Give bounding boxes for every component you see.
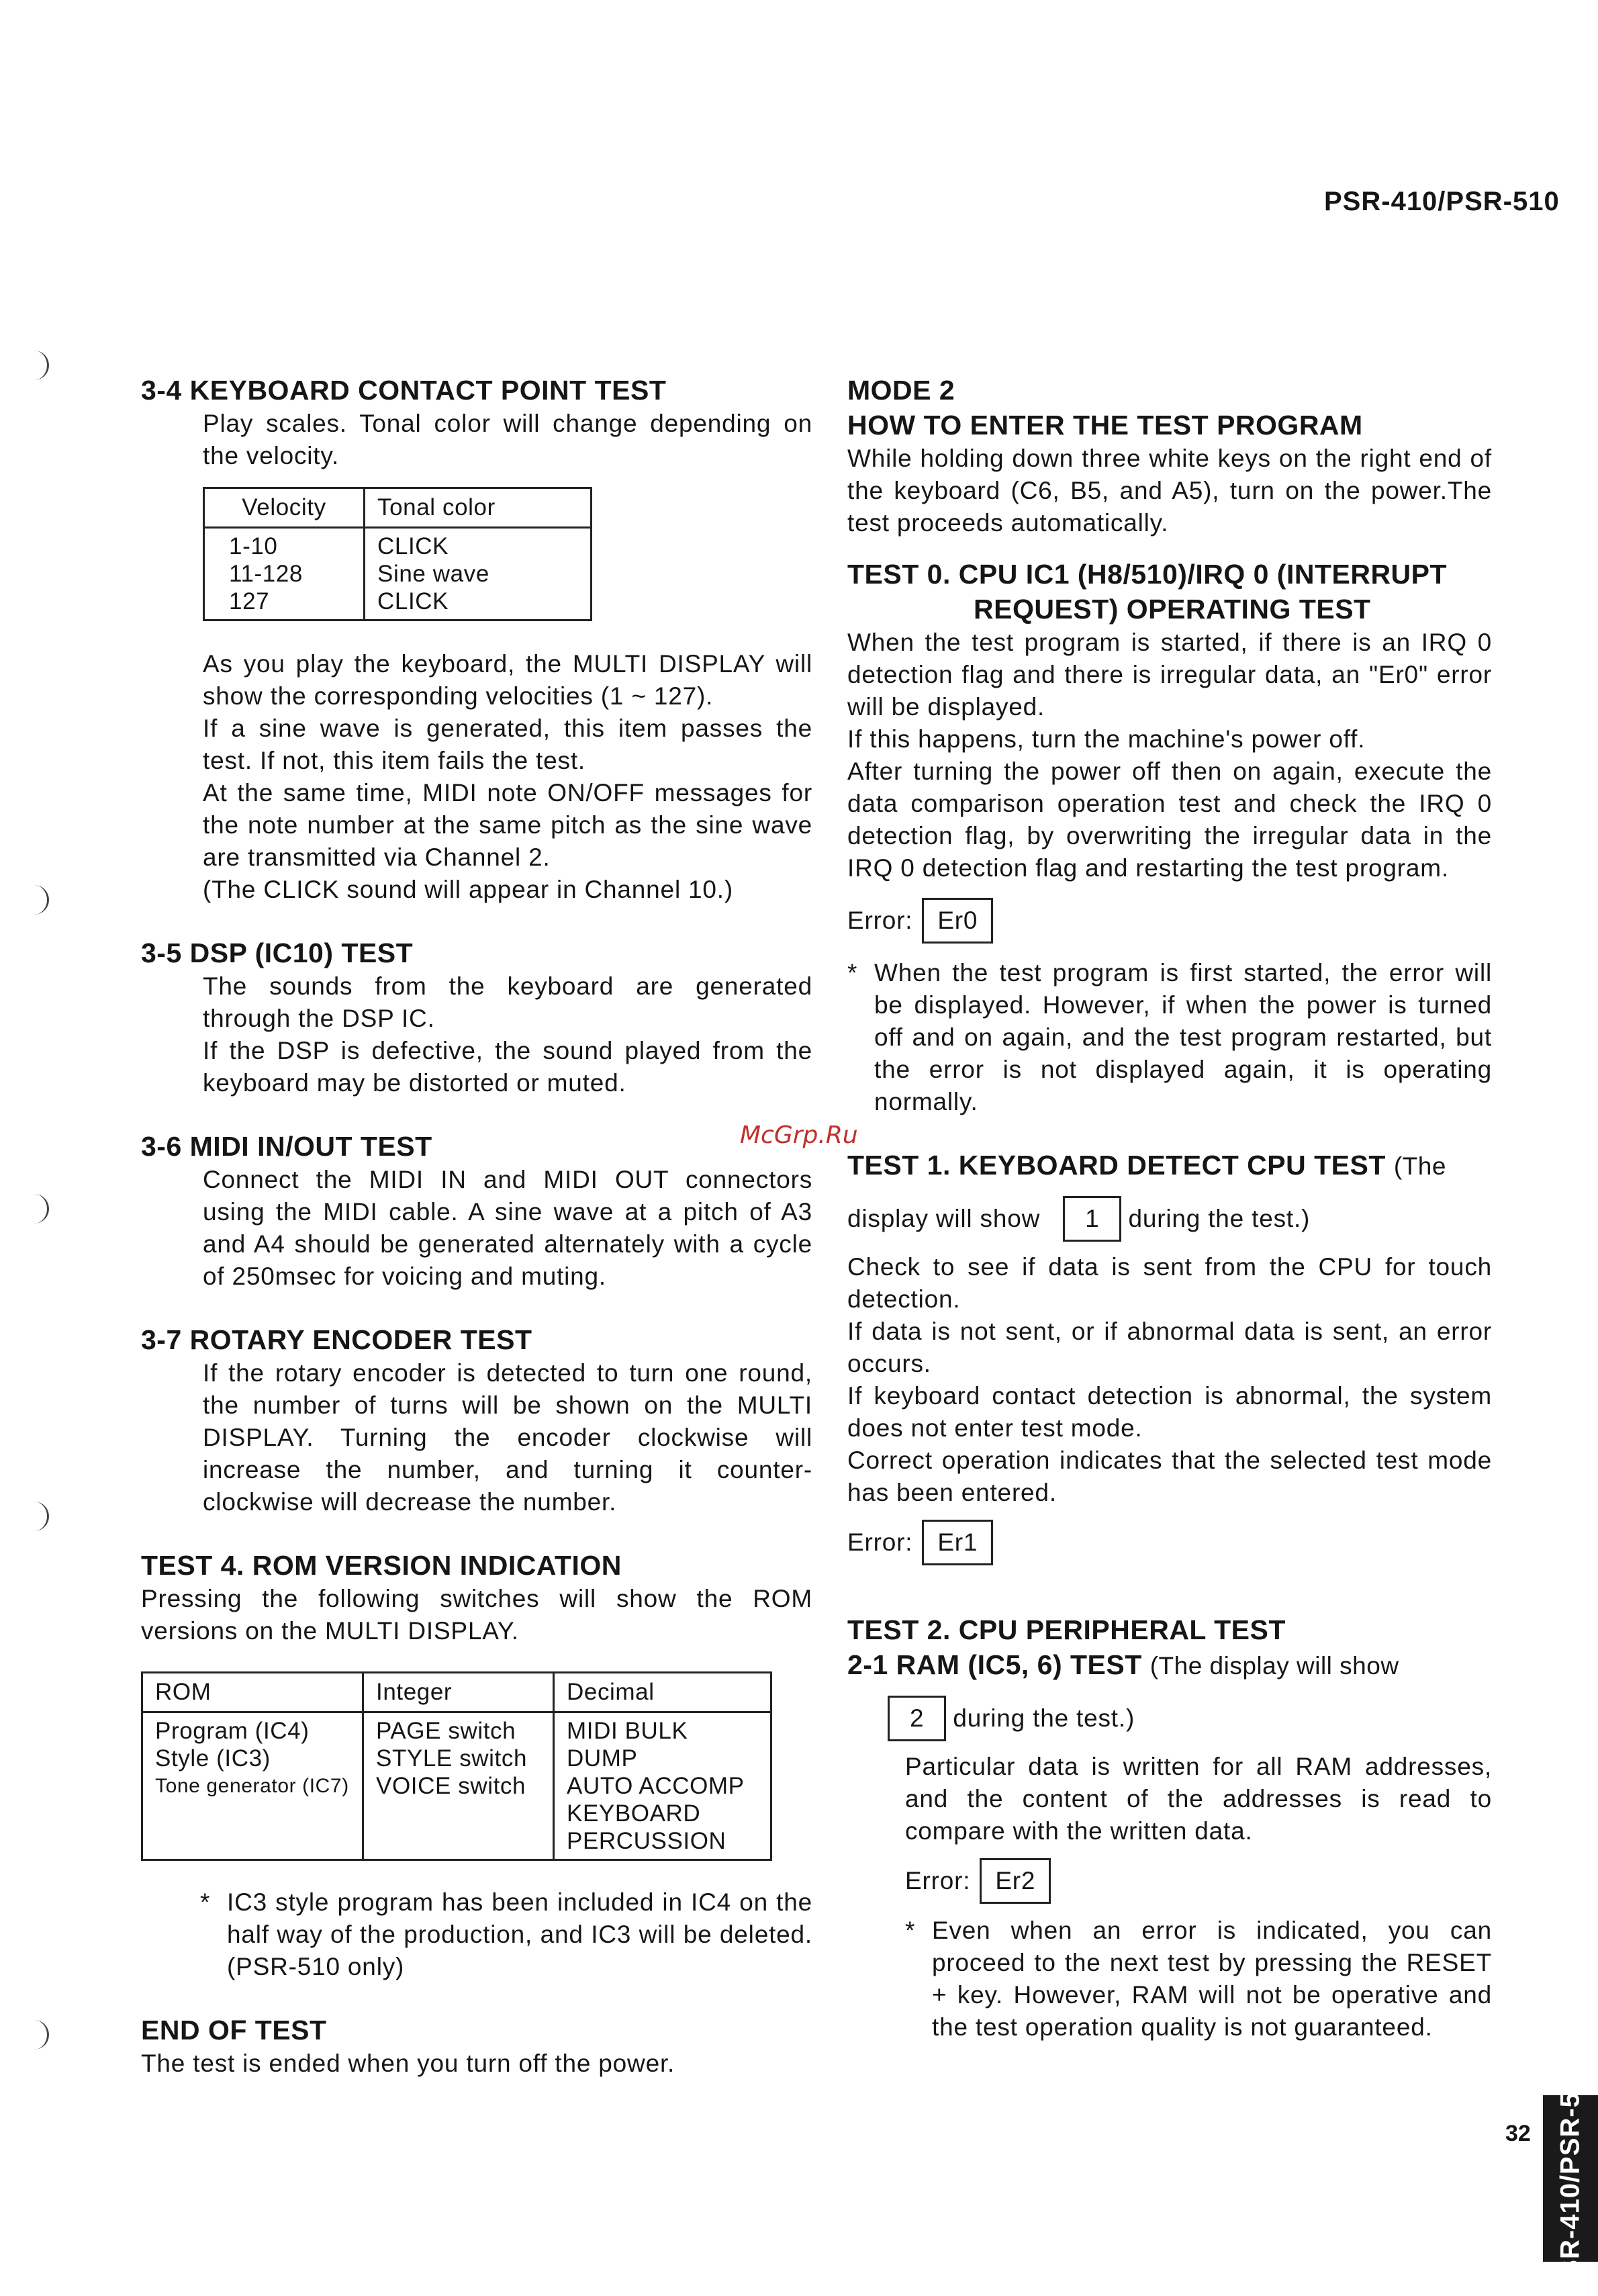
display-text: during the test.) bbox=[953, 1704, 1135, 1732]
section-title: TEST 4. ROM VERSION INDICATION bbox=[141, 1550, 622, 1581]
table-cell: KEYBOARD bbox=[567, 1800, 701, 1827]
paragraph: If the DSP is defective, the sound played from the keyboard may be distorted or muted. bbox=[203, 1037, 812, 1097]
table-header: ROM bbox=[142, 1673, 363, 1712]
paragraph: The sounds from the keyboard are generated through the DSP IC. bbox=[203, 972, 812, 1032]
test-title-tail: (The bbox=[1393, 1152, 1446, 1180]
table-cell: 11-128 bbox=[229, 561, 303, 587]
table-cell: AUTO ACCOMP bbox=[567, 1773, 745, 1799]
display-row bbox=[847, 1696, 1492, 1741]
error-row bbox=[847, 898, 1492, 944]
paragraph: As you play the keyboard, the MULTI DISPLAY will show the corresponding velocities (1 ~ 127). bbox=[203, 650, 812, 710]
error-code: Er2 bbox=[980, 1858, 1051, 1904]
paragraph: Particular data is written for all RAM addresses, and the content of the addresses is read to compare with the written data. bbox=[905, 1753, 1492, 1845]
binding-mark bbox=[27, 2020, 49, 2050]
side-tab bbox=[1543, 2060, 1598, 2296]
paragraph: Correct operation indicates that the selected test mode has been entered. bbox=[847, 1447, 1492, 1506]
test-4 bbox=[141, 1548, 812, 1983]
table-cell: 127 bbox=[229, 588, 270, 614]
table-cell: VOICE switch bbox=[376, 1773, 526, 1799]
subtest-title-text: 2-1 RAM (IC5, 6) TEST bbox=[847, 1649, 1142, 1680]
display-value: 1 bbox=[1063, 1196, 1121, 1242]
rom-table bbox=[141, 1671, 772, 1861]
table-cell: CLICK bbox=[377, 533, 449, 559]
left-column bbox=[141, 373, 812, 2080]
error-label: Error: bbox=[847, 907, 913, 934]
display-text: during the test.) bbox=[1128, 1205, 1311, 1232]
table-cell: Style (IC3) bbox=[155, 1745, 271, 1772]
paragraph: Connect the MIDI IN and MIDI OUT connectors using the MIDI cable. A sine wave at a pitch of A3 and A4 should be generated alternately with a cycle of 250msec for voicing and muting. bbox=[203, 1166, 812, 1290]
paragraph: If a sine wave is generated, this item passes the test. If not, this item fails the test. bbox=[203, 715, 812, 774]
test-title: TEST 2. CPU PERIPHERAL TEST bbox=[847, 1614, 1286, 1645]
footnote bbox=[141, 1886, 812, 1983]
section-3-4 bbox=[141, 373, 812, 906]
display-text: display will show bbox=[847, 1205, 1041, 1232]
section-3-6 bbox=[141, 1129, 812, 1293]
section-title: 3-6 MIDI IN/OUT TEST bbox=[141, 1131, 432, 1162]
footnote bbox=[905, 1915, 1492, 2044]
test-title-text: TEST 1. KEYBOARD DETECT CPU TEST bbox=[847, 1150, 1386, 1181]
asterisk: * bbox=[905, 1917, 916, 1944]
side-tab-label: PSR-410/PSR-510 bbox=[1555, 2060, 1585, 2296]
table-cell: 1-10 bbox=[229, 533, 278, 559]
error-code: Er0 bbox=[922, 898, 993, 944]
header-model: PSR-410/PSR-510 bbox=[1324, 187, 1560, 216]
mode-title: MODE 2 bbox=[847, 375, 955, 406]
paragraph: At the same time, MIDI note ON/OFF messages for the note number at the same pitch as the sine wave are transmitted via Channel 2. bbox=[203, 779, 812, 871]
binding-mark bbox=[27, 1502, 49, 1531]
table-header: Tonal color bbox=[365, 488, 592, 528]
table-cell: PAGE switch bbox=[376, 1718, 516, 1744]
table-header: Decimal bbox=[554, 1673, 771, 1712]
mode-2 bbox=[847, 373, 1492, 539]
paragraph: Pressing the following switches will show the ROM versions on the MULTI DISPLAY. bbox=[141, 1585, 812, 1645]
velocity-table bbox=[203, 487, 592, 621]
end-of-test bbox=[141, 2013, 812, 2080]
error-row bbox=[905, 1858, 1492, 1904]
test-0 bbox=[847, 557, 1492, 1118]
test-1 bbox=[847, 1148, 1492, 1565]
section-title: 3-5 DSP (IC10) TEST bbox=[141, 937, 414, 968]
binding-mark bbox=[27, 351, 49, 380]
asterisk: * bbox=[847, 959, 858, 986]
paragraph: If keyboard contact detection is abnormal, the system does not enter test mode. bbox=[847, 1382, 1492, 1442]
paragraph: (The CLICK sound will appear in Channel 10.) bbox=[203, 876, 733, 903]
paragraph: The test is ended when you turn off the power. bbox=[141, 2050, 675, 2077]
table-header: Velocity bbox=[204, 488, 365, 528]
paragraph: Play scales. Tonal color will change depending on the velocity. bbox=[203, 410, 812, 469]
table-cell: PERCUSSION bbox=[567, 1828, 726, 1854]
paragraph: While holding down three white keys on the right end of the keyboard (C6, B5, and A5), turn on the power.The test proceeds automatically. bbox=[847, 445, 1492, 537]
section-3-7 bbox=[141, 1322, 812, 1518]
error-label: Error: bbox=[847, 1528, 913, 1556]
error-row bbox=[847, 1520, 1492, 1565]
paragraph: After turning the power off then on again, execute the data comparison operation test and check the IRQ 0 detection flag, by overwriting the irregular data in the IRQ 0 detection flag and restarting the test program. bbox=[847, 757, 1492, 882]
table-cell: STYLE switch bbox=[376, 1745, 528, 1772]
binding-mark bbox=[27, 885, 49, 915]
test-title bbox=[847, 1148, 1492, 1184]
table-cell: Tone generator (IC7) bbox=[155, 1775, 349, 1797]
error-code: Er1 bbox=[922, 1520, 993, 1565]
table-header: Integer bbox=[363, 1673, 554, 1712]
paragraph: When the test program is started, if there is an IRQ 0 detection flag and there is irregular data, an "Er0" error will be displayed. bbox=[847, 629, 1492, 721]
table-cell: Sine wave bbox=[377, 561, 489, 587]
paragraph: If this happens, turn the machine's power off. bbox=[847, 725, 1366, 753]
note-text: When the test program is first started, the error will be displayed. However, if when the power is turned off and on again, and the test program restarted, but the error is not displayed again, it is operating normally. bbox=[874, 959, 1492, 1115]
binding-mark bbox=[27, 1194, 49, 1224]
display-row bbox=[847, 1196, 1492, 1242]
display-value: 2 bbox=[888, 1696, 946, 1741]
error-label: Error: bbox=[905, 1867, 971, 1894]
note-text: Even when an error is indicated, you can proceed to the next test by pressing the RESET + key. However, RAM will not be operative and the test operation quality is not guaranteed. bbox=[932, 1917, 1492, 2041]
test-2 bbox=[847, 1612, 1492, 2044]
section-title: END OF TEST bbox=[141, 2015, 327, 2046]
section-3-5 bbox=[141, 935, 812, 1099]
subtest-title bbox=[847, 1647, 1492, 1684]
table-cell: MIDI BULK DUMP bbox=[567, 1718, 688, 1772]
paragraph: If the rotary encoder is detected to turn one round, the number of turns will be shown on the MULTI DISPLAY. Turning the encoder clockwise will increase the number, and turning it counter-clockwise will decrease the number. bbox=[203, 1359, 812, 1516]
test-title-cont: REQUEST) OPERATING TEST bbox=[974, 594, 1371, 625]
asterisk: * bbox=[200, 1888, 211, 1916]
subtest-title-tail: (The display will show bbox=[1149, 1652, 1399, 1680]
test-title: TEST 0. CPU IC1 (H8/510)/IRQ 0 (INTERRUPT bbox=[847, 559, 1448, 590]
mode-subtitle: HOW TO ENTER THE TEST PROGRAM bbox=[847, 410, 1363, 441]
table-cell: CLICK bbox=[377, 588, 449, 614]
paragraph: If data is not sent, or if abnormal data is sent, an error occurs. bbox=[847, 1318, 1492, 1377]
section-title: 3-7 ROTARY ENCODER TEST bbox=[141, 1324, 532, 1355]
right-column bbox=[847, 373, 1492, 2044]
section-title: 3-4 KEYBOARD CONTACT POINT TEST bbox=[141, 375, 667, 406]
page-number: 32 bbox=[1505, 2121, 1531, 2146]
note-text: IC3 style program has been included in IC4 on the half way of the production, and IC3 will be deleted. (PSR-510 only) bbox=[227, 1888, 812, 1980]
paragraph: Check to see if data is sent from the CPU for touch detection. bbox=[847, 1253, 1492, 1313]
table-cell: Program (IC4) bbox=[155, 1718, 310, 1744]
watermark: McGrp.Ru bbox=[740, 1121, 858, 1149]
footnote bbox=[847, 957, 1492, 1118]
